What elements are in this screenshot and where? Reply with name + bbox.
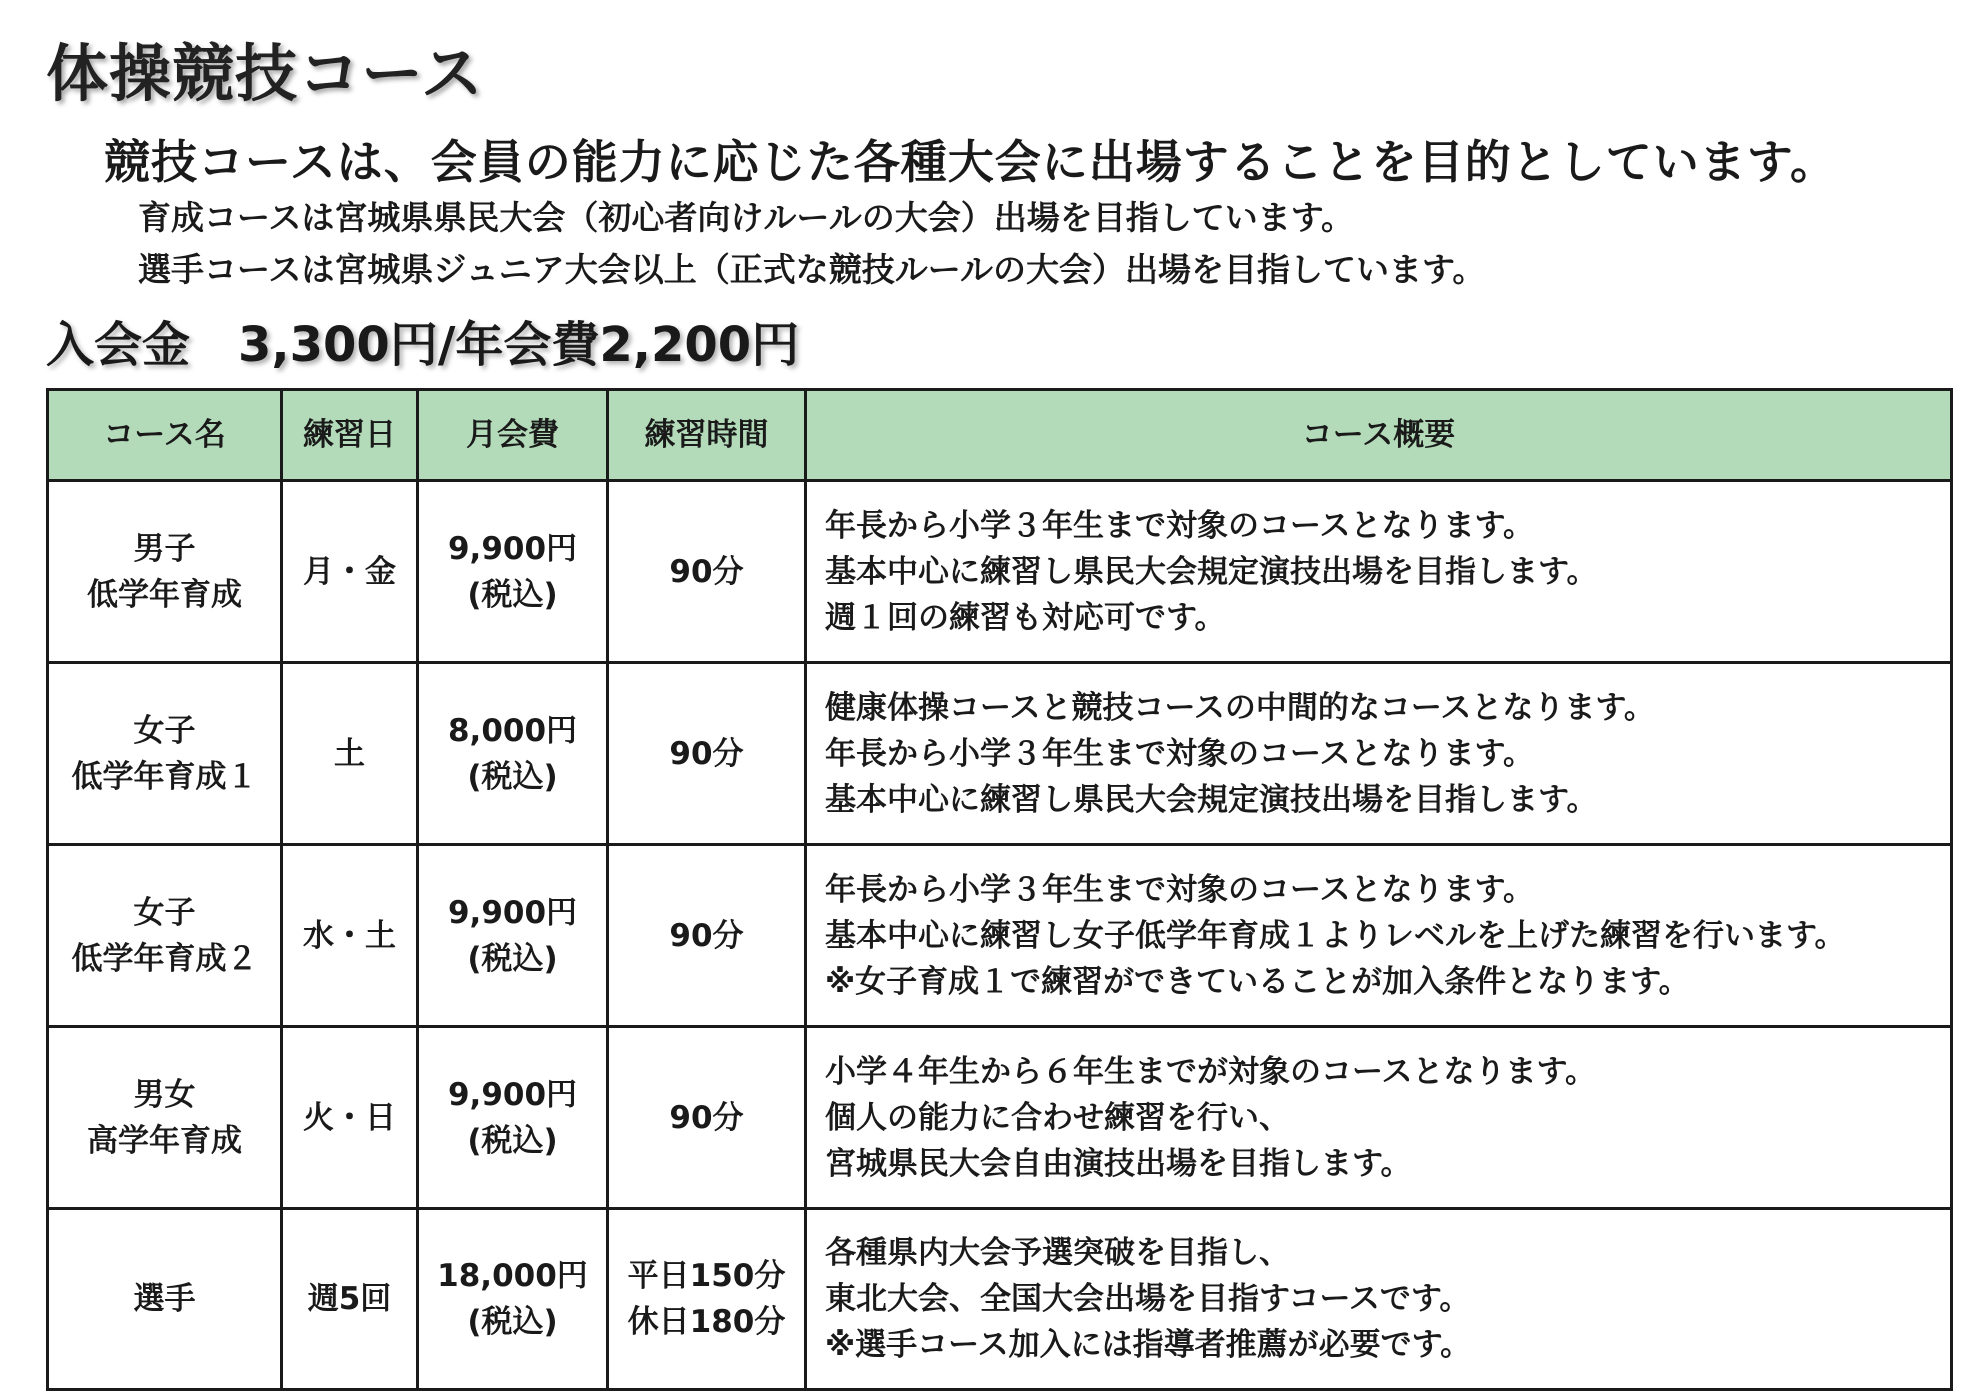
table-row [48, 845, 1952, 1027]
cell-practice-time: 90分 [608, 845, 806, 1027]
cell-practice-days: 週5回 [282, 1209, 418, 1390]
cell-course-name: 女子 低学年育成１ [48, 663, 282, 845]
table-header-row [48, 390, 1952, 481]
table-row [48, 481, 1952, 663]
cell-monthly-fee: 9,900円 (税込) [418, 481, 608, 663]
intro-lead: 競技コースは、会員の能力に応じた各種大会に出場することを目的としています。 [104, 135, 1838, 189]
cell-course-name: 男子 低学年育成 [48, 481, 282, 663]
page-title: 体操競技コース [46, 37, 484, 110]
course-table [46, 388, 1953, 1391]
header-monthly-fee: 月会費 [418, 390, 608, 481]
cell-course-overview: 各種県内大会予選突破を目指し、 東北大会、全国大会出場を目指すコースです。 ※選手コース加入には指導者推薦が必要です。 [806, 1209, 1952, 1390]
table-row [48, 663, 1952, 845]
intro-ikusei-note: 育成コースは宮城県県民大会（初心者向けルールの大会）出場を目指しています。 [138, 198, 1355, 237]
intro-senshu-note: 選手コースは宮城県ジュニア大会以上（正式な競技ルールの大会）出場を目指しています。 [138, 250, 1486, 289]
cell-practice-time: 平日150分 休日180分 [608, 1209, 806, 1390]
header-practice-time: 練習時間 [608, 390, 806, 481]
cell-course-name: 男女 高学年育成 [48, 1027, 282, 1209]
cell-course-overview: 健康体操コースと競技コースの中間的なコースとなります。 年長から小学３年生まで対象のコースとなります。 基本中心に練習し県民大会規定演技出場を目指します。 [806, 663, 1952, 845]
cell-course-name: 選手 [48, 1209, 282, 1390]
cell-practice-days: 土 [282, 663, 418, 845]
cell-monthly-fee: 9,900円 (税込) [418, 845, 608, 1027]
cell-monthly-fee: 18,000円 (税込) [418, 1209, 608, 1390]
header-course-name: コース名 [48, 390, 282, 481]
header-course-overview: コース概要 [806, 390, 1952, 481]
cell-practice-days: 月・金 [282, 481, 418, 663]
cell-monthly-fee: 8,000円 (税込) [418, 663, 608, 845]
table-row [48, 1209, 1952, 1390]
cell-practice-time: 90分 [608, 663, 806, 845]
cell-course-overview: 小学４年生から６年生までが対象のコースとなります。 個人の能力に合わせ練習を行い、 宮城県民大会自由演技出場を目指します。 [806, 1027, 1952, 1209]
cell-practice-time: 90分 [608, 481, 806, 663]
cell-monthly-fee: 9,900円 (税込) [418, 1027, 608, 1209]
cell-practice-days: 火・日 [282, 1027, 418, 1209]
table-row [48, 1027, 1952, 1209]
cell-practice-time: 90分 [608, 1027, 806, 1209]
cell-practice-days: 水・土 [282, 845, 418, 1027]
cell-course-overview: 年長から小学３年生まで対象のコースとなります。 基本中心に練習し女子低学年育成１よりレベルを上げた練習を行います。 ※女子育成１で練習ができていることが加入条件となります。 [806, 845, 1952, 1027]
cell-course-name: 女子 低学年育成２ [48, 845, 282, 1027]
cell-course-overview: 年長から小学３年生まで対象のコースとなります。 基本中心に練習し県民大会規定演技出場を目指します。 週１回の練習も対応可です。 [806, 481, 1952, 663]
fee-summary: 入会金 3,300円/年会費2,200円 [46, 317, 800, 373]
header-practice-days: 練習日 [282, 390, 418, 481]
